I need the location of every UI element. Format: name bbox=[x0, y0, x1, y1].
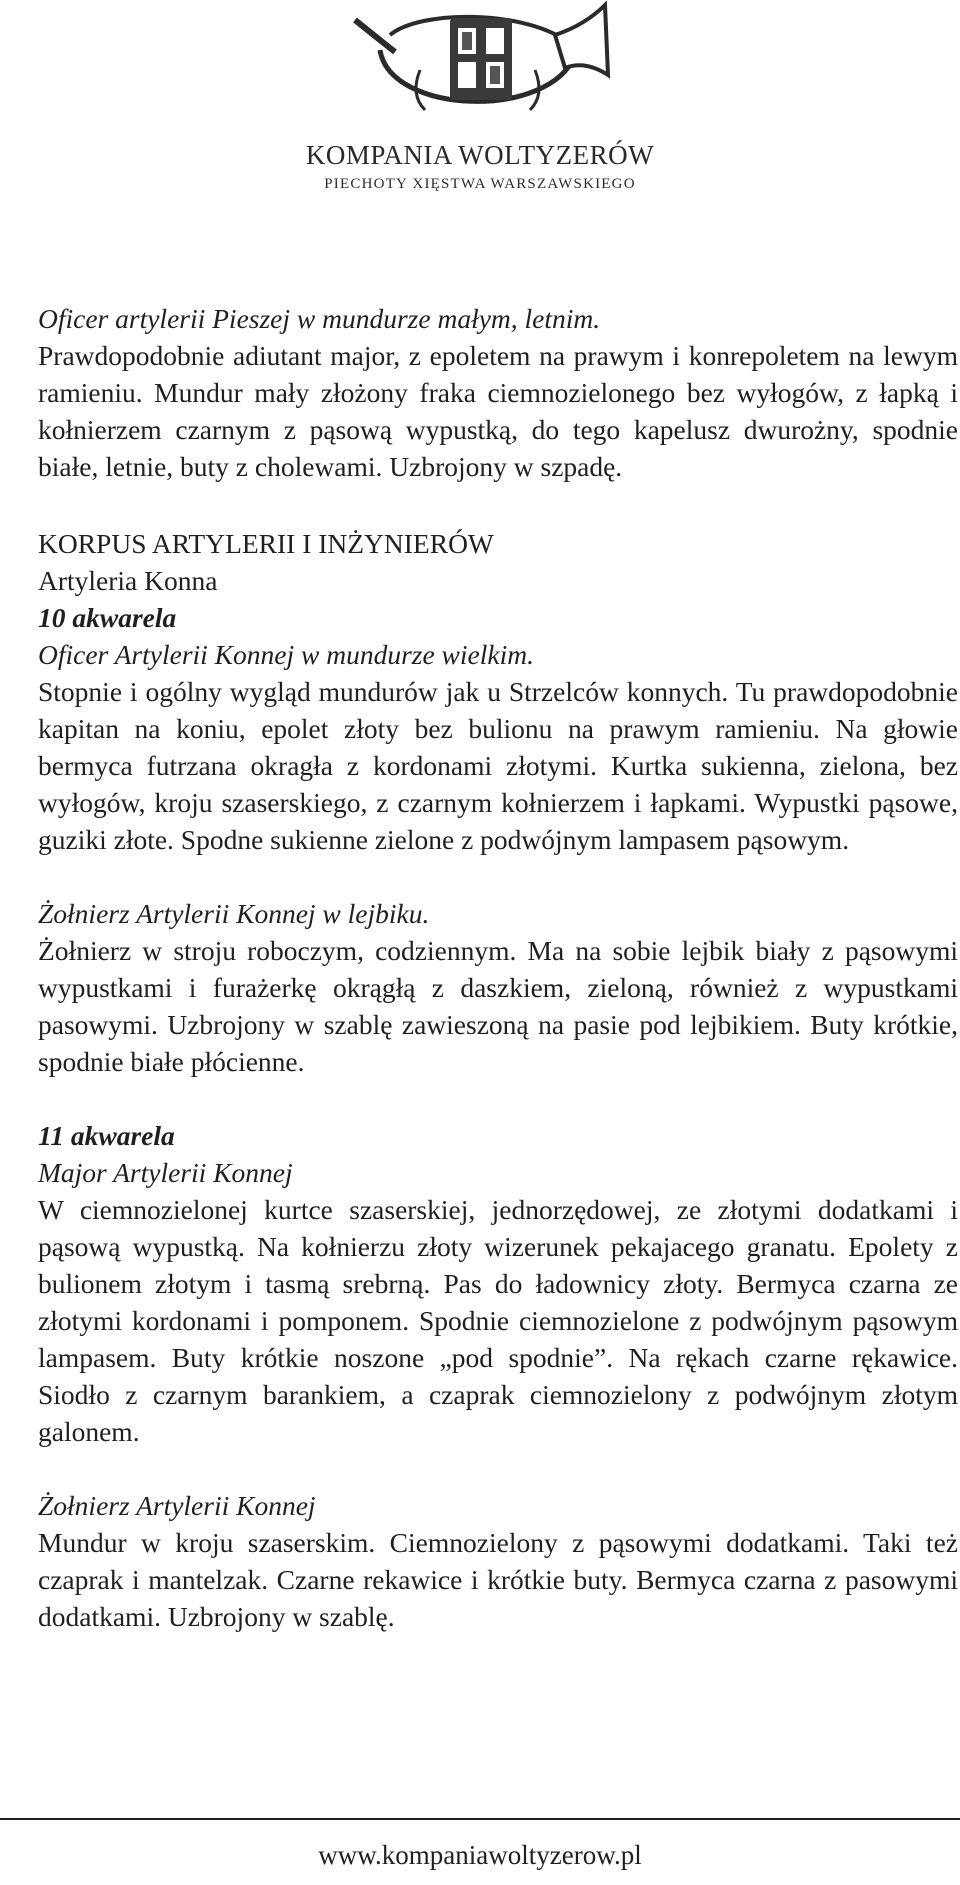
section-body: Żołnierz w stroju roboczym, codziennym. Ma na sobie lejbik biały z pąsowymi wypustkami i furażerkę okrągłą z daszkiem, zieloną, również z wypustkami pasowymi. Uzbrojony w szablę zawieszoną na pasie pod lejbikiem. Buty krótkie, spodnie białe płócienne. bbox=[38, 935, 958, 1077]
footer-url[interactable]: www.kompaniawoltyzerow.pl bbox=[318, 1840, 642, 1870]
footer-divider bbox=[0, 1818, 960, 1820]
section-title: Oficer Artylerii Konnej w mundurze wielkim. bbox=[38, 639, 534, 670]
section-body: W ciemnozielonej kurtce szaserskiej, jednorzędowej, ze złotymi dodatkami i pąsową wypustką. Na kołnierzu złoty wizerunek pekajacego granatu. Epolety z bulionem złotym i tasmą srebrną. Pas do ładownicy złoty. Bermyca czarna ze złotymi kordonami i pomponem. Spodnie ciemnozielone z podwójnym pąsowym lampasem. Buty krótkie noszone „pod spodnie”. Na rękach czarne rękawice. Siodło z czarnym barankiem, a czaprak ciemnozielony z podwójnym złotym galonem. bbox=[38, 1194, 958, 1447]
section-body: Mundur w kroju szaserskim. Ciemnozielony z pąsowymi dodatkami. Taki też czaprak i mantelzak. Czarne rekawice i krótkie buty. Bermyca czarna z pasowymi dodatkami. Uzbrojony w szablę. bbox=[38, 1527, 958, 1632]
corps-subheading: Artyleria Konna bbox=[38, 565, 218, 596]
section-title: Żołnierz Artylerii Konnej w lejbiku. bbox=[38, 898, 430, 929]
section-body: Stopnie i ogólny wygląd mundurów jak u Strzelców konnych. Tu prawdopodobnie kapitan na koniu, epolet złoty bez bulionu na prawym ramieniu. Na głowie bermyca futrzana okragła z kordonami złotymi. Kurtka sukienna, zielona, bez wyłogów, kroju szaserskiego, z czarnym kołnierzem i łapkami. Wypustki pąsowe, guziki złote. Spodne sukienne zielone z podwójnym lampasem pąsowym. bbox=[38, 676, 958, 855]
horn-with-crest-icon bbox=[350, 0, 610, 140]
org-subtitle: PIECHOTY XIĘSTWA WARSZAWSKIEGO bbox=[324, 176, 636, 192]
watercolor-label: 10 akwarela bbox=[38, 602, 177, 633]
org-name: KOMPANIA WOLTYZERÓW bbox=[305, 140, 655, 170]
section-title: Major Artylerii Konnej bbox=[38, 1157, 293, 1188]
watercolor-label: 11 akwarela bbox=[38, 1120, 175, 1151]
header-logo bbox=[290, 0, 670, 200]
corps-heading: KORPUS ARTYLERII I INŻYNIERÓW bbox=[38, 528, 494, 559]
section-title: Żołnierz Artylerii Konnej bbox=[38, 1490, 316, 1521]
section-body: Prawdopodobnie adiutant major, z epoletem na prawym i konrepoletem na lewym ramieniu. Mundur mały złożony fraka ciemnozielonego bez wyłogów, z łapką i kołnierzem czarnym z pąsową wypustką, do tego kapelusz dwurożny, spodnie białe, letnie, buty z cholewami. Uzbrojony w szpadę. bbox=[38, 340, 958, 482]
section-title: Oficer artylerii Pieszej w mundurze małym, letnim. bbox=[38, 303, 601, 334]
document-body bbox=[38, 300, 958, 1635]
